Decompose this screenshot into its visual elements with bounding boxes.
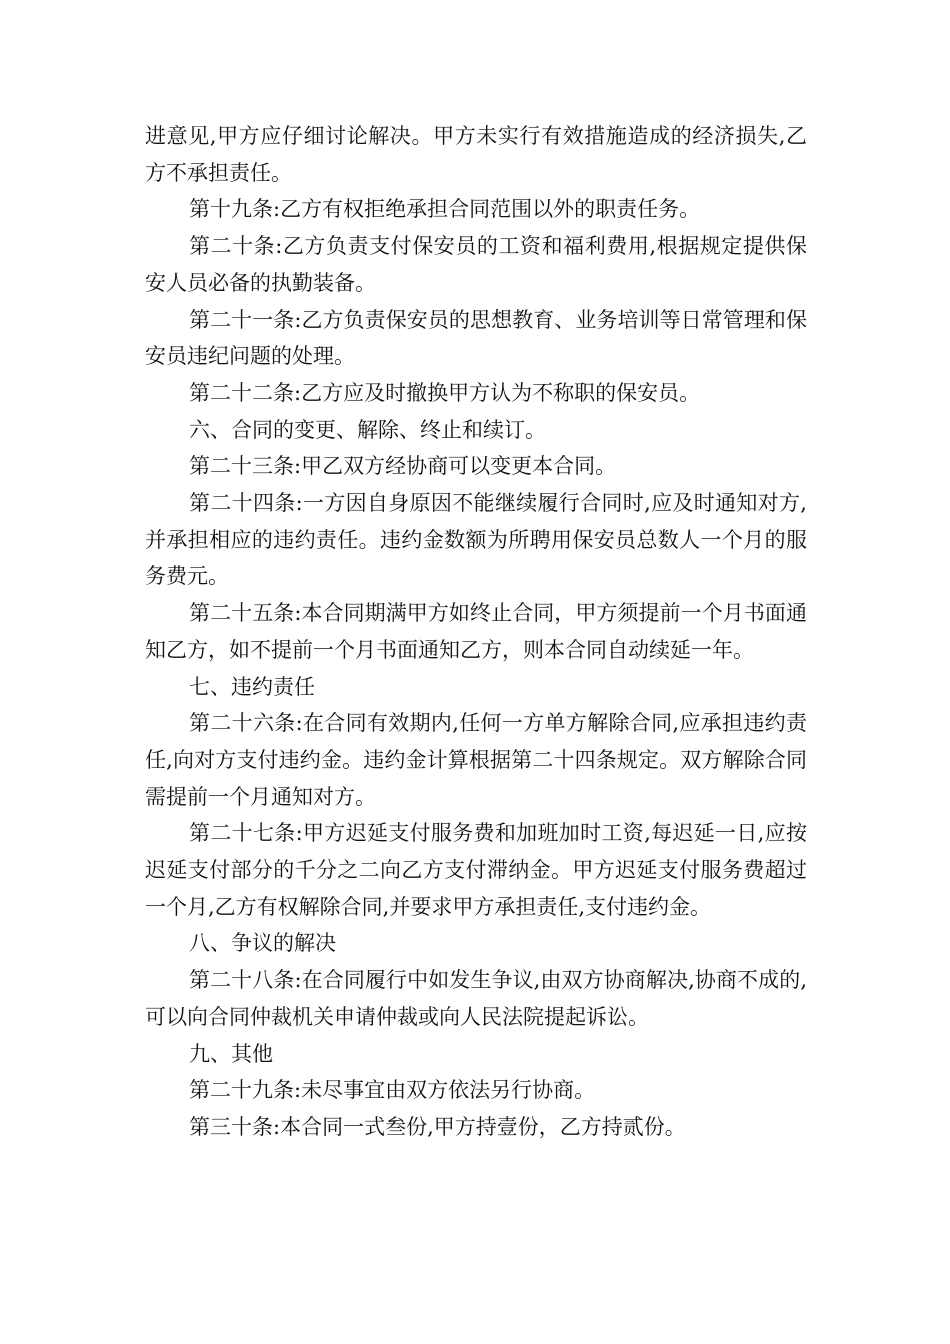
clause-29: 第二十九条:未尽事宜由双方依法另行协商。: [189, 1078, 596, 1103]
clause-30: 第三十条:本合同一式叁份,甲方持壹份，乙方持贰份。: [189, 1114, 686, 1139]
clause-21: 第二十一条:乙方负责保安员的思想教育、业务培训等日常管理和保安员违纪问题的处理。: [145, 307, 807, 369]
document-page: [145, 118, 807, 1146]
clause-27: 第二十七条:甲方迟延支付服务费和加班加时工资,每迟延一日,应按迟延支付部分的千分之二向乙方支付滞纳金。甲方迟延支付服务费超过一个月,乙方有权解除合同,并要求甲方承担责任,支付违约金。: [145, 821, 807, 919]
paragraph-continuation: 进意见,甲方应仔细讨论解决。甲方未实行有效措施造成的经济损失,乙方不承担责任。: [145, 124, 807, 185]
clause-19: 第十九条:乙方有权拒绝承担合同范围以外的职责任务。: [189, 197, 701, 222]
clause-22: 第二十二条:乙方应及时撤换甲方认为不称职的保安员。: [189, 380, 701, 405]
clause-28: 第二十八条:在合同履行中如发生争议,由双方协商解决,协商不成的,可以向合同仲裁机关申请仲裁或向人民法院提起诉讼。: [145, 968, 807, 1029]
section-heading-6: 六、合同的变更、解除、终止和续订。: [189, 417, 546, 442]
clause-25: 第二十五条:本合同期满甲方如终止合同，甲方须提前一个月书面通知乙方，如不提前一个月书面通知乙方，则本合同自动续延一年。: [145, 601, 807, 662]
clause-23: 第二十三条:甲乙双方经协商可以变更本合同。: [189, 454, 617, 479]
section-heading-7: 七、违约责任: [189, 674, 315, 699]
clause-20: 第二十条:乙方负责支付保安员的工资和福利费用,根据规定提供保安人员必备的执勤装备。: [145, 234, 807, 295]
clause-24: 第二十四条:一方因自身原因不能继续履行合同时,应及时通知对方,并承担相应的违约责任。违约金数额为所聘用保安员总数人一个月的服务费元。: [145, 491, 807, 589]
section-heading-8: 八、争议的解决: [189, 931, 336, 956]
section-heading-9: 九、其他: [189, 1041, 273, 1066]
clause-26: 第二十六条:在合同有效期内,任何一方单方解除合同,应承担违约责任,向对方支付违约金。违约金计算根据第二十四条规定。双方解除合同需提前一个月通知对方。: [145, 711, 807, 809]
